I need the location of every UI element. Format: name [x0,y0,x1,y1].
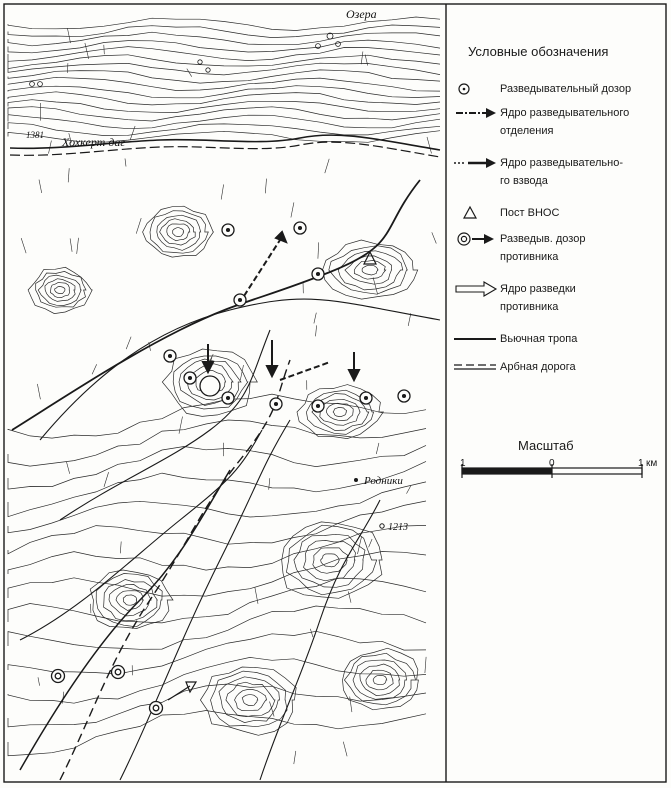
contour-line [157,215,201,250]
hachure [361,52,363,65]
hachure [67,462,70,474]
hachure [291,202,294,217]
legend-title: Условные обозначения [468,44,609,59]
lake-mark [198,60,202,64]
platoon-core-arrow [280,362,330,380]
scale-title: Масштаб [518,438,574,453]
scale-mid: 0 [549,458,555,469]
contour-line [362,265,378,275]
lake-mark [30,82,35,87]
contour-line [8,32,440,46]
enemy-patrols [52,666,163,715]
hachure [104,472,109,487]
label-ridge: Хохкерт даг [62,135,126,149]
contour-line [167,224,190,241]
hachure [179,417,183,434]
stream-5 [260,500,380,780]
contour-lines [8,17,440,756]
hachure [136,218,141,234]
contour-line [354,260,385,279]
legend-text: Разведыв. дозор [500,233,586,245]
enemy-patrol-icon [52,670,65,683]
contour-line [8,578,426,623]
lake-mark [38,82,43,87]
friendly-patrol-icon [294,222,306,234]
contour-line [8,55,440,69]
summit-mark [380,524,384,528]
cart-road-line [452,358,498,376]
friendly-patrol-icon [222,392,234,404]
contour-line [50,283,69,298]
hollow-arrow [168,686,190,700]
hachure [21,238,26,253]
hachure [77,238,79,254]
contour-line [123,595,137,605]
contour-line [8,115,440,129]
contour-line [333,407,347,416]
contour-line [8,77,440,91]
contour-line [8,657,426,703]
legend-text: го взвода [500,175,548,187]
hachure [343,742,347,757]
legend-text: Ядро разведки [500,283,576,295]
friendly-patrol-icon [164,350,176,362]
friendly-patrol-icon [312,268,324,280]
contour-line [8,123,440,136]
hachure [221,184,223,199]
scale-start: 1 [460,458,466,469]
contour-line [8,631,426,674]
label-lakes: Озера [346,7,377,21]
hachure [376,443,379,454]
pack-trail-line [452,330,498,348]
friendly-patrol-icon [360,392,372,404]
contour-line [173,228,184,237]
hachure [125,159,126,167]
label-summit: 1213 [388,522,408,533]
hachure [70,238,72,251]
contour-line [366,670,393,690]
contour-line [8,70,440,83]
contour-line [242,695,258,706]
hachure [120,542,121,554]
knoll-mark [200,376,220,396]
friendly-patrol-icon [312,400,324,412]
contour-line [55,286,65,293]
contour-line [8,86,440,98]
legend-text: Разведывательный дозор [500,83,632,95]
contour-line [143,206,214,257]
enemy-patrol-icon [112,666,125,679]
contour-line [8,25,440,38]
contour-line [8,711,426,756]
hachure [126,337,131,349]
legend-text: отделения [500,125,554,137]
legend-text: противника [500,251,559,263]
hachure [294,751,296,764]
contour-line [338,251,403,290]
hachure [67,28,70,43]
hachure [407,486,411,494]
friendly-patrol-icon [270,398,282,410]
squad-core-arrow-icon [452,104,498,122]
springs-mark [354,478,358,482]
contour-line [294,534,365,587]
legend-text: Ядро разведывательно- [500,157,623,169]
hachure [369,539,373,547]
hachure [316,325,317,336]
hachure [310,629,313,637]
contour-line [8,501,426,554]
friendly-patrol-icon [452,80,498,98]
contour-line [90,570,173,629]
contour-line [344,653,415,705]
streams [20,299,440,780]
stream-main [40,299,440,440]
contour-line [8,684,426,727]
hachure [130,126,135,140]
contour-line [8,40,440,53]
hollow-arrow-icon [452,280,498,298]
contour-line [45,279,75,302]
contour-line [8,63,440,75]
friendly-patrol-icon [398,390,410,402]
hachure [38,677,40,685]
contour-line [36,271,86,307]
scale-bar [458,456,662,484]
label-ridge-height: 1381 [26,130,44,140]
hachure [427,137,432,154]
contour-line [8,420,426,466]
lake-mark [336,42,341,47]
enemy-patrol-icon [452,230,498,248]
hachure [39,180,42,193]
hachure [255,588,258,604]
hachure [92,364,97,374]
triangle-icon [452,204,498,222]
hachure [325,159,329,173]
contour-line [8,100,440,113]
squad-core-arrow [349,352,359,380]
contour-line [235,690,267,711]
scale-unit: км [646,458,658,469]
hachure [408,313,411,326]
recon-arrows [203,232,359,380]
hachure [318,242,319,258]
enemy-core-arrow [168,682,196,700]
hachure [68,168,69,182]
label-springs: Родники [364,475,403,487]
enemy-patrol-icon [150,702,163,715]
contour-line [313,548,348,574]
legend-text: Ядро разведывательного [500,107,630,119]
hachure [104,45,105,54]
legend-text: противника [500,301,559,313]
squad-core-arrow [267,340,277,376]
hachure [314,313,316,324]
stream-4 [120,420,290,780]
hachure [187,69,192,77]
platoon-core-arrow [244,232,286,296]
legend-text: Вьючная тропа [500,333,578,345]
friendly-patrol-icon [222,224,234,236]
scale-bar-fill [462,468,552,474]
platoon-core-arrow-icon [452,154,498,172]
hachure [373,277,378,294]
legend-text: Арбная дорога [500,361,576,373]
lake-mark [206,68,210,72]
contour-line [304,540,356,580]
contour-line [373,675,387,684]
hachure [37,384,40,399]
legend-text: Пост ВНОС [500,207,560,219]
contour-line [343,648,419,710]
hachure [432,232,437,243]
contour-line [8,107,440,121]
lake-mark [316,44,321,49]
friendly-patrol-icon [184,372,196,384]
hachure [85,43,89,59]
hachure [269,478,270,490]
hachure [425,657,426,673]
contour-line [211,671,288,727]
scale-end: 1 [638,458,644,469]
hachure [67,63,68,73]
hachure [265,179,266,194]
